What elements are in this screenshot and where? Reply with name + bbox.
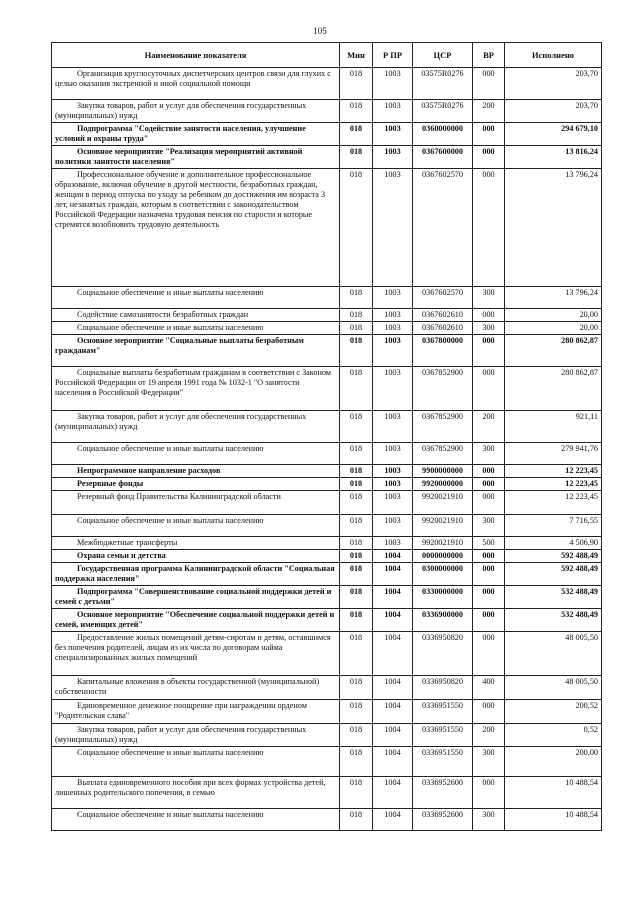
row-name-text: Социальное обеспечение и иные выплаты населению (77, 748, 264, 757)
row-vr: 000 (473, 550, 505, 563)
row-vr: 300 (473, 809, 505, 831)
row-csr: 0367852900 (413, 411, 473, 443)
row-name-text: Социальное обеспечение и иные выплаты населению (77, 288, 264, 297)
row-name (52, 609, 340, 632)
row-name (52, 309, 340, 322)
row-executed: 10 488,54 (505, 777, 602, 809)
row-name-text: Основное мероприятие "Реализация мероприятий активной политики занятости населения" (55, 147, 303, 166)
table-row (52, 68, 602, 100)
row-name (52, 322, 340, 335)
row-vr: 000 (473, 367, 505, 411)
row-min: 018 (340, 465, 373, 478)
row-min: 018 (340, 537, 373, 550)
row-name (52, 100, 340, 123)
row-rpr: 1003 (373, 443, 413, 465)
row-name-text: Социальное обеспечение и иные выплаты населению (77, 323, 264, 332)
row-min: 018 (340, 515, 373, 537)
row-rpr: 1004 (373, 609, 413, 632)
table-row (52, 550, 602, 563)
row-executed: 532 488,49 (505, 586, 602, 609)
row-name (52, 465, 340, 478)
row-name (52, 586, 340, 609)
row-rpr: 1003 (373, 169, 413, 287)
row-rpr: 1003 (373, 491, 413, 515)
row-executed: 921,11 (505, 411, 602, 443)
row-vr: 000 (473, 586, 505, 609)
row-rpr: 1003 (373, 411, 413, 443)
row-name (52, 335, 340, 367)
row-vr: 000 (473, 563, 505, 586)
table-row (52, 515, 602, 537)
row-vr: 000 (473, 169, 505, 287)
row-name-text: Резервные фонды (77, 479, 144, 488)
row-executed: 280 862,87 (505, 367, 602, 411)
row-csr: 0336952600 (413, 809, 473, 831)
row-rpr: 1004 (373, 777, 413, 809)
row-name (52, 515, 340, 537)
row-vr: 000 (473, 335, 505, 367)
row-min: 018 (340, 443, 373, 465)
row-rpr: 1003 (373, 515, 413, 537)
row-vr: 300 (473, 322, 505, 335)
row-rpr: 1003 (373, 322, 413, 335)
row-min: 018 (340, 809, 373, 831)
row-executed: 10 488,54 (505, 809, 602, 831)
row-executed: 48 005,50 (505, 632, 602, 676)
table-row (52, 443, 602, 465)
row-min: 018 (340, 335, 373, 367)
row-name (52, 411, 340, 443)
table-row (52, 169, 602, 287)
table-header-row (52, 43, 602, 68)
row-name (52, 478, 340, 491)
table-body (52, 68, 602, 831)
row-vr: 000 (473, 777, 505, 809)
row-vr: 000 (473, 309, 505, 322)
table-row (52, 724, 602, 747)
row-rpr: 1003 (373, 537, 413, 550)
row-executed: 200,00 (505, 747, 602, 777)
row-rpr: 1003 (373, 465, 413, 478)
row-min: 018 (340, 550, 373, 563)
row-rpr: 1004 (373, 724, 413, 747)
row-name-text: Социальное обеспечение и иные выплаты населению (77, 444, 264, 453)
row-name (52, 491, 340, 515)
row-rpr: 1004 (373, 676, 413, 700)
row-vr: 000 (473, 491, 505, 515)
row-rpr: 1003 (373, 367, 413, 411)
row-min: 018 (340, 322, 373, 335)
table-row (52, 123, 602, 146)
row-executed: 20,00 (505, 322, 602, 335)
table-row (52, 609, 602, 632)
row-rpr: 1003 (373, 68, 413, 100)
row-rpr: 1003 (373, 123, 413, 146)
row-rpr: 1003 (373, 287, 413, 309)
row-csr: 0330000000 (413, 586, 473, 609)
row-csr: 0000000000 (413, 550, 473, 563)
row-vr: 000 (473, 632, 505, 676)
row-executed: 203,70 (505, 68, 602, 100)
row-csr: 0367852900 (413, 367, 473, 411)
row-rpr: 1003 (373, 309, 413, 322)
row-executed: 12 223,45 (505, 478, 602, 491)
row-executed: 13 816,24 (505, 146, 602, 169)
row-name (52, 809, 340, 831)
row-rpr: 1004 (373, 550, 413, 563)
row-vr: 300 (473, 443, 505, 465)
row-min: 018 (340, 123, 373, 146)
row-name-text: Закупка товаров, работ и услуг для обеспечения государственных (муниципальных) нужд (55, 725, 307, 744)
row-name (52, 537, 340, 550)
row-name (52, 146, 340, 169)
row-executed: 200,52 (505, 700, 602, 724)
row-name-text: Капитальные вложения в объекты государственной (муниципальной) собственности (55, 677, 320, 696)
row-rpr: 1003 (373, 100, 413, 123)
row-name (52, 700, 340, 724)
row-vr: 300 (473, 515, 505, 537)
row-vr: 000 (473, 146, 505, 169)
row-min: 018 (340, 676, 373, 700)
row-name-text: Подпрограмма "Содействие занятости населения, улучшение условий и охраны труда" (55, 124, 306, 143)
table-row (52, 287, 602, 309)
row-name-text: Профессиональное обучение и дополнительное профессиональное образование, включая обучение в другой местности, безработных граждан, женщин в период отпуска по уходу за ребенком до достижения им возраста 3 лет, незанятых граждан, которым в соответствии с законодательством Российской Федерации назначена трудовая пенсия по старости и которые стремятся возобновить трудовую деятельность (55, 170, 326, 229)
row-rpr: 1003 (373, 146, 413, 169)
table-row (52, 465, 602, 478)
row-executed: 280 862,87 (505, 335, 602, 367)
row-csr: 0336900000 (413, 609, 473, 632)
row-min: 018 (340, 367, 373, 411)
row-vr: 300 (473, 287, 505, 309)
row-vr: 000 (473, 123, 505, 146)
table-row (52, 100, 602, 123)
row-min: 018 (340, 491, 373, 515)
row-csr: 0336951550 (413, 747, 473, 777)
table-row (52, 632, 602, 676)
row-vr: 400 (473, 676, 505, 700)
row-vr: 500 (473, 537, 505, 550)
row-csr: 0367800000 (413, 335, 473, 367)
row-min: 018 (340, 777, 373, 809)
row-csr: 03575R0276 (413, 100, 473, 123)
row-executed: 13 796,24 (505, 287, 602, 309)
header-executed: Исполнено (505, 43, 602, 68)
header-vr: ВР (473, 43, 505, 68)
row-vr: 000 (473, 68, 505, 100)
row-vr: 200 (473, 411, 505, 443)
table-row (52, 335, 602, 367)
table-row (52, 747, 602, 777)
table-row (52, 537, 602, 550)
header-csr: ЦСР (413, 43, 473, 68)
table-row (52, 563, 602, 586)
table-row (52, 491, 602, 515)
row-csr: 0367602570 (413, 287, 473, 309)
row-name (52, 550, 340, 563)
budget-table (51, 42, 602, 831)
row-csr: 0336950820 (413, 632, 473, 676)
table-row (52, 146, 602, 169)
row-executed: 294 679,10 (505, 123, 602, 146)
row-name-text: Государственная программа Калининградской области "Социальная поддержка населения" (55, 564, 335, 583)
row-name (52, 724, 340, 747)
row-name (52, 443, 340, 465)
row-executed: 279 941,76 (505, 443, 602, 465)
row-name-text: Закупка товаров, работ и услуг для обеспечения государственных (муниципальных) нужд (55, 412, 307, 431)
row-csr: 0367852900 (413, 443, 473, 465)
header-rpr: Р ПР (373, 43, 413, 68)
row-name (52, 367, 340, 411)
table-row (52, 676, 602, 700)
row-executed: 4 506,90 (505, 537, 602, 550)
row-name-text: Предоставление жилых помещений детям-сиротам и детям, оставшимся без попечения родителей, лицам из их числа по договорам найма специализированных жилых помещений (55, 633, 331, 662)
row-min: 018 (340, 146, 373, 169)
row-csr: 03575R0276 (413, 68, 473, 100)
row-vr: 200 (473, 100, 505, 123)
row-name (52, 123, 340, 146)
row-min: 018 (340, 724, 373, 747)
page-number: 105 (313, 26, 327, 36)
header-min: Мин (340, 43, 373, 68)
row-rpr: 1004 (373, 586, 413, 609)
table-row (52, 309, 602, 322)
row-vr: 300 (473, 747, 505, 777)
table-row (52, 809, 602, 831)
row-csr: 0300000000 (413, 563, 473, 586)
row-name (52, 563, 340, 586)
table-row (52, 322, 602, 335)
row-name-text: Социальные выплаты безработным гражданам в соответствии с Законом Российской Федерации от 19 апреля 1991 года № 1032-1 "О занятости населения в Российской Федерации" (55, 368, 331, 397)
row-executed: 12 223,45 (505, 491, 602, 515)
row-min: 018 (340, 609, 373, 632)
row-csr: 9920021910 (413, 515, 473, 537)
row-csr: 0336950820 (413, 676, 473, 700)
row-executed: 592 488,49 (505, 550, 602, 563)
row-name-text: Основное мероприятие "Обеспечение социальной поддержки детей и семей, имеющих детей" (55, 610, 335, 629)
row-name-text: Закупка товаров, работ и услуг для обеспечения государственных (муниципальных) нужд (55, 101, 307, 120)
row-name (52, 747, 340, 777)
row-csr: 0336951550 (413, 700, 473, 724)
row-name-text: Резервный фонд Правительства Калининградской области (77, 492, 281, 501)
row-min: 018 (340, 411, 373, 443)
row-name (52, 287, 340, 309)
row-rpr: 1004 (373, 809, 413, 831)
row-csr: 9920021910 (413, 491, 473, 515)
row-name-text: Организация круглосуточных диспетчерских центров связи для глухих с целью оказания экстренной и иной социальной помощи (55, 69, 331, 88)
table-row (52, 586, 602, 609)
row-csr: 0367602570 (413, 169, 473, 287)
row-csr: 0367602610 (413, 322, 473, 335)
row-vr: 000 (473, 700, 505, 724)
row-min: 018 (340, 478, 373, 491)
row-name (52, 632, 340, 676)
row-min: 018 (340, 586, 373, 609)
row-rpr: 1003 (373, 478, 413, 491)
row-csr: 0367600000 (413, 146, 473, 169)
row-executed: 12 223,45 (505, 465, 602, 478)
row-executed: 0,52 (505, 724, 602, 747)
row-name-text: Социальное обеспечение и иные выплаты населению (77, 810, 264, 819)
row-name-text: Непрограммное направление расходов (77, 466, 221, 475)
table-row (52, 411, 602, 443)
row-vr: 000 (473, 609, 505, 632)
row-csr: 9920021910 (413, 537, 473, 550)
row-csr: 0336951550 (413, 724, 473, 747)
row-min: 018 (340, 563, 373, 586)
row-min: 018 (340, 68, 373, 100)
row-name-text: Основное мероприятие "Социальные выплаты безработным гражданам" (55, 336, 304, 355)
header-name: Наименование показателя (52, 43, 340, 68)
row-vr: 000 (473, 478, 505, 491)
row-name (52, 777, 340, 809)
row-min: 018 (340, 700, 373, 724)
row-min: 018 (340, 309, 373, 322)
row-min: 018 (340, 100, 373, 123)
row-name (52, 169, 340, 287)
table-row (52, 777, 602, 809)
row-name-text: Межбюджетные трансферты (77, 538, 178, 547)
row-rpr: 1004 (373, 700, 413, 724)
row-min: 018 (340, 169, 373, 287)
row-executed: 48 005,50 (505, 676, 602, 700)
row-name (52, 676, 340, 700)
row-name (52, 68, 340, 100)
row-csr: 9920000000 (413, 478, 473, 491)
row-csr: 9900000000 (413, 465, 473, 478)
row-executed: 20,00 (505, 309, 602, 322)
row-min: 018 (340, 287, 373, 309)
row-rpr: 1003 (373, 335, 413, 367)
row-name-text: Социальное обеспечение и иные выплаты населению (77, 516, 264, 525)
row-name-text: Охрана семьи и детства (77, 551, 166, 560)
table-row (52, 478, 602, 491)
row-csr: 0360000000 (413, 123, 473, 146)
row-name-text: Подпрограмма "Совершенствование социальной поддержки детей и семей с детьми" (55, 587, 332, 606)
table-row (52, 367, 602, 411)
row-csr: 0367602610 (413, 309, 473, 322)
row-executed: 7 716,55 (505, 515, 602, 537)
row-executed: 532 488,49 (505, 609, 602, 632)
table-row (52, 700, 602, 724)
row-executed: 13 796,24 (505, 169, 602, 287)
row-rpr: 1004 (373, 747, 413, 777)
row-min: 018 (340, 747, 373, 777)
row-rpr: 1004 (373, 563, 413, 586)
row-name-text: Содействие самозанятости безработных граждан (77, 310, 249, 319)
row-executed: 203,70 (505, 100, 602, 123)
row-executed: 592 488,49 (505, 563, 602, 586)
row-csr: 0336952600 (413, 777, 473, 809)
row-rpr: 1004 (373, 632, 413, 676)
row-name-text: Единовременное денежное поощрение при награждении орденом "Родительская слава" (55, 701, 307, 720)
row-vr: 000 (473, 465, 505, 478)
row-min: 018 (340, 632, 373, 676)
row-vr: 200 (473, 724, 505, 747)
row-name-text: Выплата единовременного пособия при всех формах устройства детей, лишенных родительского попечения, в семью (55, 778, 326, 797)
